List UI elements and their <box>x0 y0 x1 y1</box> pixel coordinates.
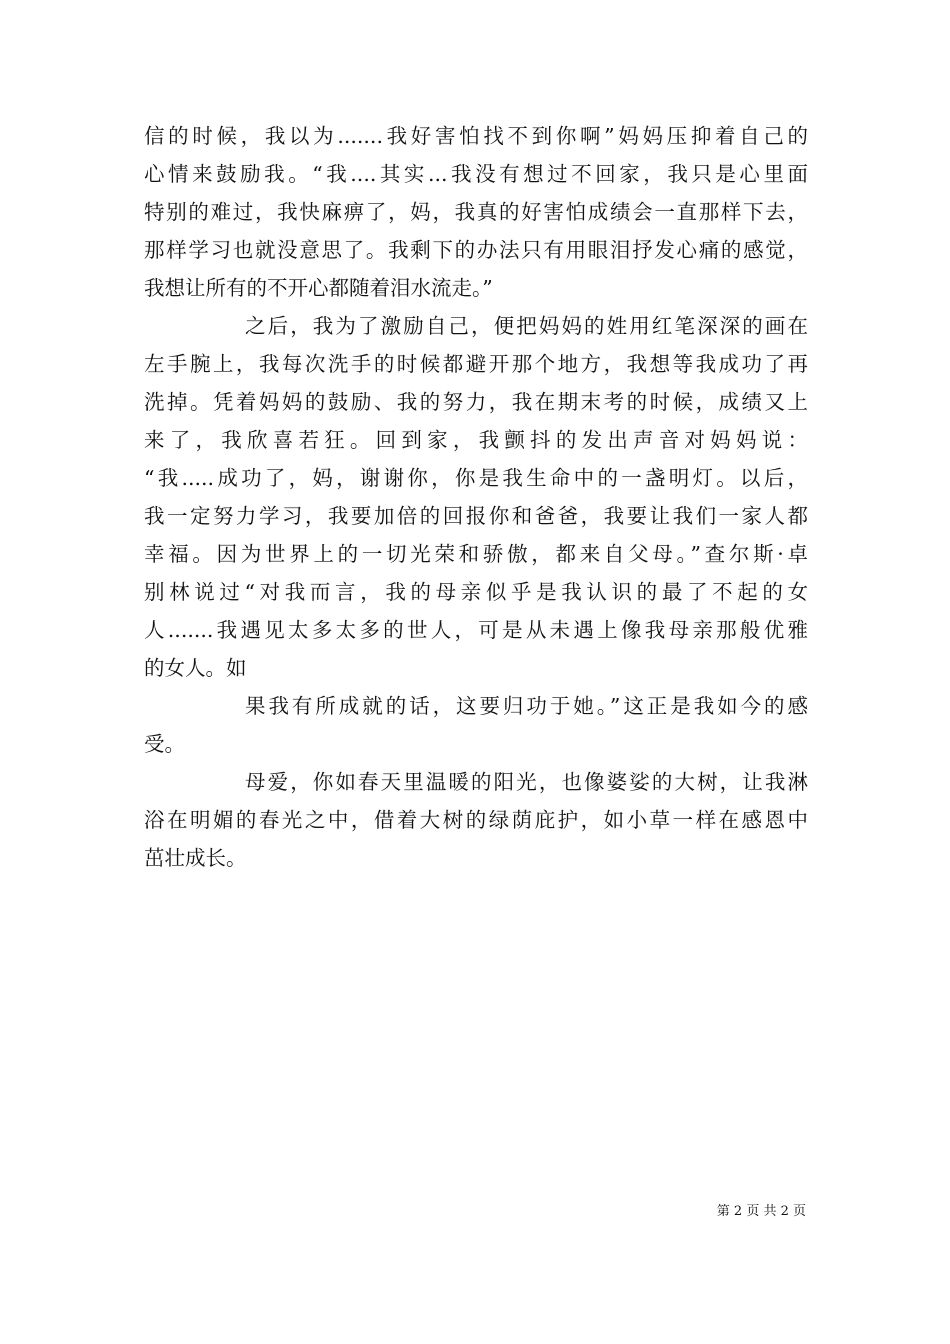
text-line: 人.......我遇见太多太多的世人，可是从未遇上像我母亲那般优雅 <box>144 618 808 642</box>
text-line: 洗掉。凭着妈妈的鼓励、我的努力，我在期末考的时候，成绩又上 <box>144 390 808 414</box>
text-line: 我想让所有的不开心都随着泪水流走。” <box>144 276 493 300</box>
text-line: 我一定努力学习，我要加倍的回报你和爸爸，我要让我们一家人都 <box>144 504 808 528</box>
text-line: 来了，我欣喜若狂。回到家，我颤抖的发出声音对妈妈说： <box>144 428 808 452</box>
page-number-footer: 第 2 页 共 2 页 <box>716 1204 806 1219</box>
text-line: 受。 <box>144 732 185 756</box>
text-line: 别林说过“对我而言，我的母亲似乎是我认识的最了不起的女 <box>144 580 808 604</box>
text-line: 母爱，你如春天里温暖的阳光，也像婆娑的大树，让我淋 <box>245 770 808 794</box>
text-line: 那样学习也就没意思了。我剩下的办法只有用眼泪抒发心痛的感觉， <box>144 238 808 262</box>
text-line: 茁壮成长。 <box>144 846 247 870</box>
text-line: 特别的难过，我快麻痹了，妈，我真的好害怕成绩会一直那样下去， <box>144 200 808 224</box>
text-line: 幸福。因为世界上的一切光荣和骄傲，都来自父母。”查尔斯·卓 <box>144 542 808 566</box>
text-line: 之后，我为了激励自己，便把妈妈的姓用红笔深深的画在 <box>245 314 808 338</box>
text-line: 的女人。如 <box>144 656 247 680</box>
text-line: 左手腕上，我每次洗手的时候都避开那个地方，我想等我成功了再 <box>144 352 808 376</box>
text-line: “我.....成功了，妈，谢谢你，你是我生命中的一盏明灯。以后， <box>144 466 808 490</box>
text-line: 信的时候，我以为.......我好害怕找不到你啊”妈妈压抑着自己的 <box>144 124 808 148</box>
text-line: 心情来鼓励我。“我....其实...我没有想过不回家，我只是心里面 <box>144 162 808 186</box>
text-line: 浴在明媚的春光之中，借着大树的绿荫庇护，如小草一样在感恩中 <box>144 808 808 832</box>
text-line: 果我有所成就的话，这要归功于她。”这正是我如今的感 <box>245 694 808 718</box>
